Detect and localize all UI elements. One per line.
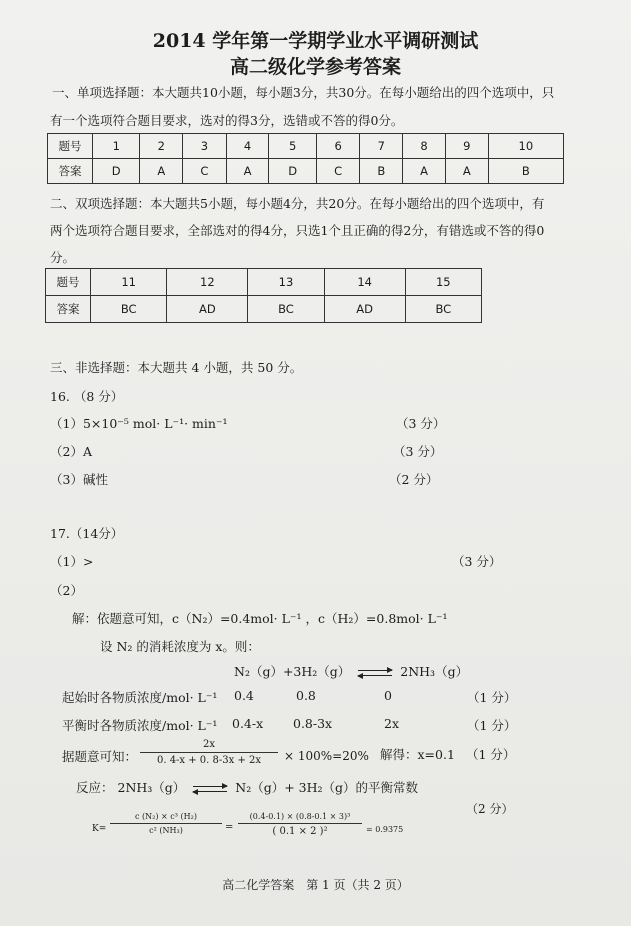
table-cell: BC [248,296,324,323]
reaction-reactants: 2NH₃（g） [117,780,186,795]
page-subtitle: 高二级化学参考答案 [229,56,401,78]
table-cell: 14 [324,269,405,296]
equals-sign: = [225,822,234,833]
table-row-answers [48,159,564,184]
q17-equilibrium-value: 0.4-x [232,716,264,731]
q17-answer-2: （2） [50,583,83,598]
table-cell: C [316,159,359,184]
table-cell: 15 [405,269,481,296]
table-cell: 2 [140,134,183,159]
q17-equilibrium-row-label: 平衡时各物质浓度/mol· L⁻¹ [62,718,218,733]
fraction-bar [110,823,222,824]
q16-score-3: （2 分） [389,472,439,487]
section2-instructions-line3: 分。 [50,250,76,265]
section2-instructions-line2: 两个选项符合题目要求，全部选对的得4分，只选1个且正确的得2分，有错选或不答的得0 [50,223,545,238]
q17-equilibrium-value: 2x [384,716,400,731]
page-title: 2014 学年第一学期学业水平调研测试 [152,30,479,52]
row-label: 答案 [46,296,91,323]
q17-answer-1: （1）> [50,554,94,569]
table-cell: D [269,159,316,184]
q16-answer-2: （2）A [50,444,92,459]
fraction-denominator: c² (NH₃) [149,826,183,835]
fraction-bar [238,823,362,824]
table-cell: A [226,159,269,184]
section1-instructions-line1: 一、单项选择题：本大题共10小题，每小题3分，共30分。在每小题给出的四个选项中，只 [52,85,555,100]
table-cell: 5 [269,134,316,159]
table-cell: 4 [226,134,269,159]
q17-initial-value: 0.4 [234,688,254,703]
fraction-denominator: 0. 4-x + 0. 8-3x + 2x [156,755,262,766]
section3-intro: 三、非选择题：本大题共 4 小题，共 50 分。 [50,360,303,375]
table-cell: A [445,159,488,184]
q17-ratio-label: 据题意可知： [62,749,138,764]
q16-answer-3: （3）碱性 [50,472,108,487]
page-footer: 高二化学答案 第 1 页（共 2 页） [222,878,409,892]
q17-initial-score: （1 分） [467,690,517,705]
table-cell: D [93,159,140,184]
reaction-products: N₂（g）+ 3H₂（g）的平衡常数 [235,780,419,795]
reaction-label: 反应： [76,780,114,795]
fraction-numerator: c (N₂) × c³ (H₂) [135,812,197,821]
equilibrium-arrow-icon [358,669,392,677]
q17-equilibrium-value: 0.8-3x [293,716,333,731]
fraction-denominator: ( 0.1 × 2 )² [272,826,328,837]
table-cell: 6 [316,134,359,159]
q16-header: 16. （8 分） [50,389,124,404]
section2-instructions-line1: 二、双项选择题：本大题共5小题，每小题4分，共20分。在每小题给出的四个选项中，有 [50,196,545,211]
q17-equilibrium-score: （1 分） [467,718,517,733]
table-cell: B [488,159,563,184]
q17-solution-line1: 解：依题意可知，c（N₂）=0.4mol· L⁻¹ ，c（H₂）=0.8mol· L⁻¹ [72,611,448,626]
q17-ratio-fraction [140,739,278,766]
k-value-fraction [238,812,362,837]
q17-reaction [76,778,418,796]
table-cell: 8 [403,134,446,159]
table-row-numbers [48,134,564,159]
section1-instructions-line2: 有一个选项符合题目要求，选对的得3分，选错或不答的得0分。 [50,113,404,128]
q17-k-score: （2 分） [466,802,514,816]
section2-answer-table [45,268,482,323]
table-cell: 9 [445,134,488,159]
q17-initial-value: 0.8 [296,688,316,703]
table-cell: 1 [93,134,140,159]
table-cell: C [183,159,226,184]
table-cell: 13 [248,269,324,296]
q17-initial-row-label: 起始时各物质浓度/mol· L⁻¹ [62,690,218,705]
k-result: = 0.9375 [366,825,404,834]
table-cell: BC [405,296,481,323]
q17-ratio-tail: × 100%=20% [284,749,369,763]
equilibrium-arrow-icon [193,785,227,793]
table-cell: 12 [167,269,248,296]
table-cell: BC [91,296,167,323]
table-cell: B [360,159,403,184]
section1-answer-table [47,133,564,184]
q17-score-1: （3 分） [452,554,502,569]
table-row-answers [46,296,482,323]
table-cell: 7 [360,134,403,159]
table-cell: AD [324,296,405,323]
q17-solution-line2: 设 N₂ 的消耗浓度为 x。则： [100,639,260,654]
table-row-numbers [46,269,482,296]
table-cell: A [140,159,183,184]
q17-solve-score: （1 分） [466,747,516,762]
row-label: 题号 [46,269,91,296]
fraction-numerator: 2x [202,739,215,750]
equation-products: 2NH₃（g） [400,664,469,679]
k-label: K= [92,824,107,834]
fraction-numerator: (0.4-0.1) × (0.8-0.1 × 3)³ [249,812,351,821]
fraction-bar [140,752,278,753]
q16-answer-1: （1）5×10⁻⁵ mol· L⁻¹· min⁻¹ [50,416,228,431]
table-cell: 10 [488,134,563,159]
q16-score-1: （3 分） [396,416,446,431]
table-cell: 3 [183,134,226,159]
k-expression-fraction [110,812,222,835]
q17-solve-result: 解得：x=0.1 [380,747,455,762]
q17-equation [234,662,468,680]
table-cell: AD [167,296,248,323]
table-cell: A [403,159,446,184]
table-cell: 11 [91,269,167,296]
row-label: 题号 [48,134,93,159]
q17-initial-value: 0 [384,688,392,703]
equation-reactants: N₂（g）+3H₂（g） [234,664,351,679]
q17-header: 17.（14分） [50,526,124,541]
row-label: 答案 [48,159,93,184]
q16-score-2: （3 分） [393,444,443,459]
